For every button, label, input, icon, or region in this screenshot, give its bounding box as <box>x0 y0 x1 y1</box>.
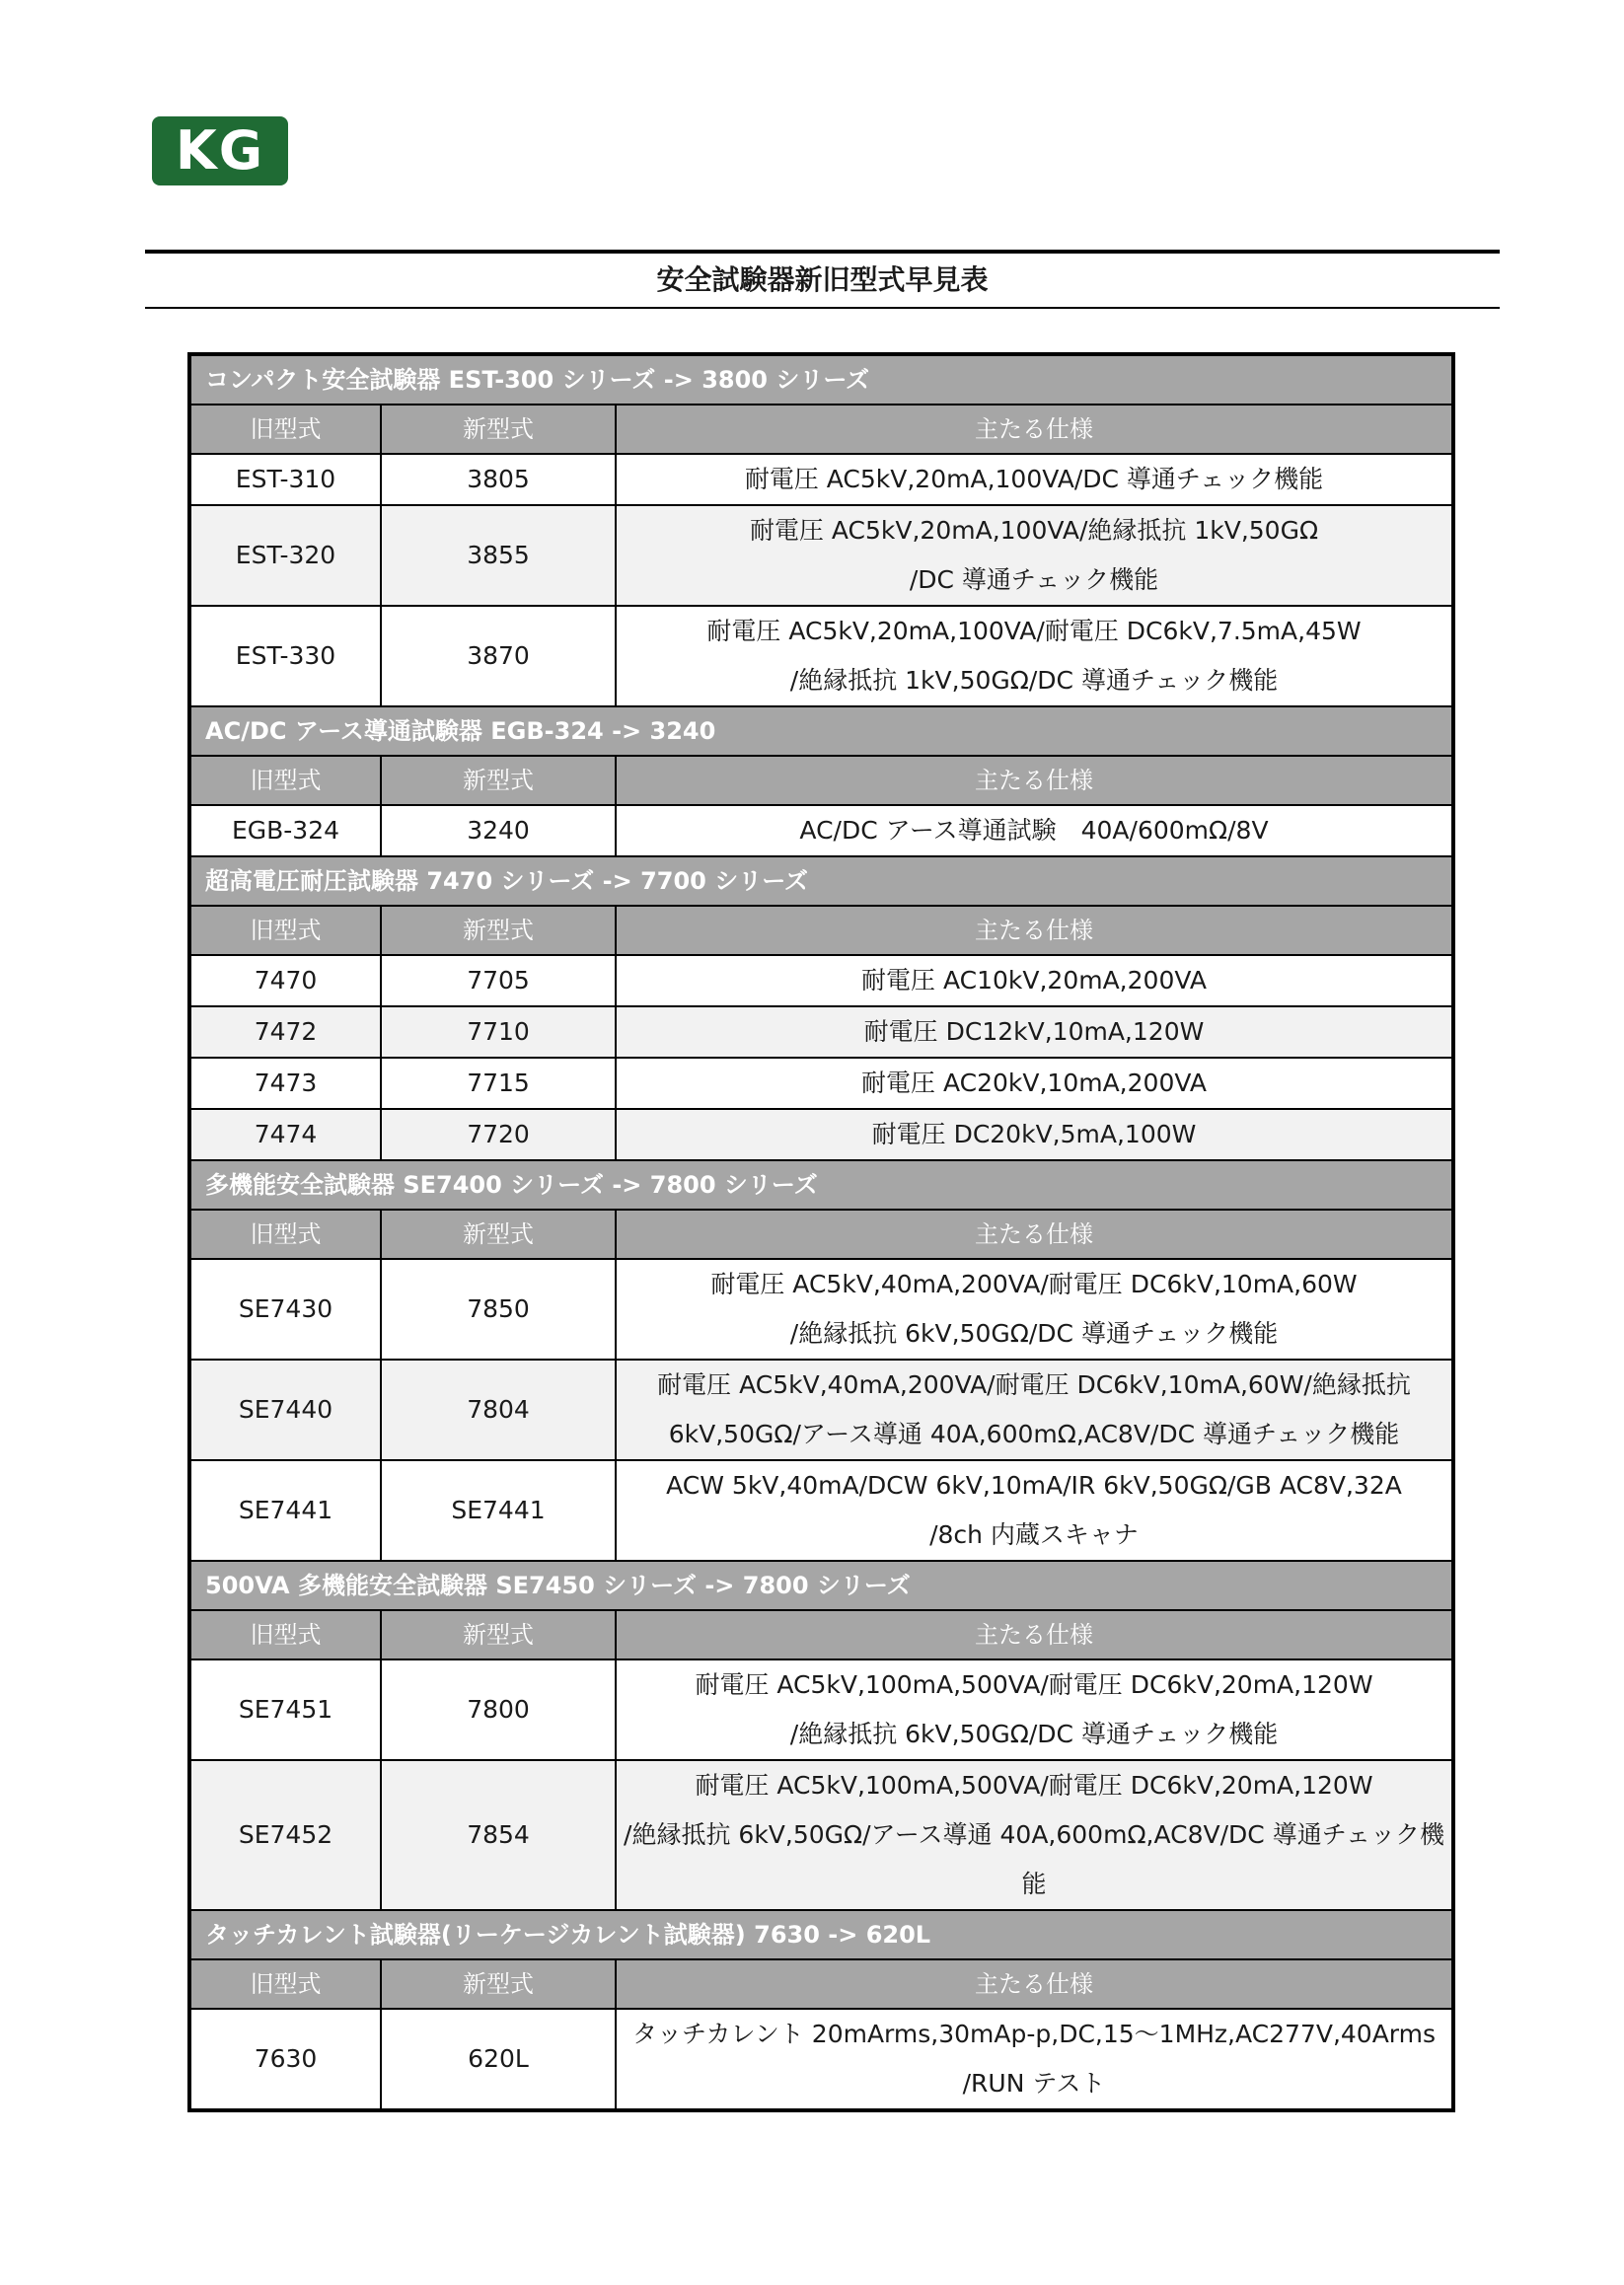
column-header-row <box>190 405 1452 454</box>
spec-line: 耐電圧 DC12kV,10mA,120W <box>863 1017 1205 1046</box>
old-model-cell: SE7440 <box>190 1360 381 1460</box>
spec-cell <box>616 454 1452 505</box>
column-header-spec: 主たる仕様 <box>616 1210 1452 1259</box>
section-title: 超高電圧耐圧試験器 7470 シリーズ -> 7700 シリーズ <box>190 856 1452 906</box>
section-header <box>190 706 1452 756</box>
new-model-cell: 7710 <box>381 1006 616 1058</box>
spec-cell <box>616 1659 1452 1760</box>
spec-cell <box>616 1760 1452 1910</box>
new-model-cell: 7720 <box>381 1109 616 1160</box>
spec-line: /DC 導通チェック機能 <box>909 565 1159 594</box>
spec-line: 耐電圧 AC5kV,20mA,100VA/耐電圧 DC6kV,7.5mA,45W <box>706 617 1362 645</box>
column-header-new: 新型式 <box>381 1959 616 2009</box>
column-header-new: 新型式 <box>381 756 616 805</box>
table-row <box>190 1006 1452 1058</box>
column-header-old: 旧型式 <box>190 1959 381 2009</box>
new-model-cell: 3870 <box>381 606 616 706</box>
column-header-old: 旧型式 <box>190 1210 381 1259</box>
column-header-row <box>190 1959 1452 2009</box>
old-model-cell: SE7441 <box>190 1460 381 1561</box>
section-title: 多機能安全試験器 SE7400 シリーズ -> 7800 シリーズ <box>190 1160 1452 1210</box>
spec-line: 耐電圧 AC20kV,10mA,200VA <box>861 1069 1207 1097</box>
spec-line: /絶縁抵抗 1kV,50GΩ/DC 導通チェック機能 <box>789 666 1279 695</box>
spec-line: ACW 5kV,40mA/DCW 6kV,10mA/IR 6kV,50GΩ/GB AC8V,32A <box>666 1471 1402 1500</box>
table-row <box>190 2009 1452 2109</box>
section-title: 500VA 多機能安全試験器 SE7450 シリーズ -> 7800 シリーズ <box>190 1561 1452 1610</box>
title-rule-bottom <box>145 307 1500 309</box>
table-row <box>190 1760 1452 1910</box>
model-comparison-table <box>187 352 1455 2112</box>
table-row <box>190 1460 1452 1561</box>
spec-line: /絶縁抵抗 6kV,50GΩ/DC 導通チェック機能 <box>789 1319 1279 1348</box>
table-row <box>190 1109 1452 1160</box>
table-row <box>190 1360 1452 1460</box>
column-header-new: 新型式 <box>381 405 616 454</box>
spec-line: AC/DC アース導通試験 40A/600mΩ/8V <box>799 816 1269 845</box>
column-header-old: 旧型式 <box>190 906 381 955</box>
logo-text: KG <box>175 119 265 182</box>
section-header <box>190 355 1452 405</box>
section-title: タッチカレント試験器(リーケージカレント試験器) 7630 -> 620L <box>190 1910 1452 1959</box>
table-row <box>190 955 1452 1006</box>
kg-logo <box>152 116 288 185</box>
spec-line: 耐電圧 AC5kV,40mA,200VA/耐電圧 DC6kV,10mA,60W <box>710 1270 1358 1298</box>
new-model-cell: 3805 <box>381 454 616 505</box>
page-title: 安全試験器新旧型式早見表 <box>656 263 989 296</box>
spec-cell <box>616 1058 1452 1109</box>
spec-line: 耐電圧 AC10kV,20mA,200VA <box>861 966 1207 995</box>
spec-line: 耐電圧 AC5kV,100mA,500VA/耐電圧 DC6kV,20mA,120W <box>695 1771 1373 1800</box>
old-model-cell: 7474 <box>190 1109 381 1160</box>
new-model-cell: 7850 <box>381 1259 616 1360</box>
section-title: AC/DC アース導通試験器 EGB-324 -> 3240 <box>190 706 1452 756</box>
spec-cell <box>616 1006 1452 1058</box>
old-model-cell: 7630 <box>190 2009 381 2109</box>
new-model-cell: SE7441 <box>381 1460 616 1561</box>
section-header <box>190 1160 1452 1210</box>
column-header-spec: 主たる仕様 <box>616 1610 1452 1659</box>
spec-line: /絶縁抵抗 6kV,50GΩ/アース導通 40A,600mΩ,AC8V/DC 導通チェック機能 <box>624 1820 1444 1898</box>
spec-cell <box>616 2009 1452 2109</box>
spec-line: 6kV,50GΩ/アース導通 40A,600mΩ,AC8V/DC 導通チェック機能 <box>668 1420 1400 1448</box>
spec-cell <box>616 505 1452 606</box>
title-rule-top <box>145 250 1500 254</box>
column-header-row <box>190 1210 1452 1259</box>
old-model-cell: 7470 <box>190 955 381 1006</box>
spec-line: 耐電圧 AC5kV,100mA,500VA/耐電圧 DC6kV,20mA,120W <box>695 1670 1373 1699</box>
old-model-cell: 7473 <box>190 1058 381 1109</box>
spec-line: タッチカレント 20mArms,30mAp-p,DC,15～1MHz,AC277V,40Arms <box>631 2020 1437 2048</box>
old-model-cell: EST-330 <box>190 606 381 706</box>
table-row <box>190 1659 1452 1760</box>
spec-line: /絶縁抵抗 6kV,50GΩ/DC 導通チェック機能 <box>789 1720 1279 1748</box>
new-model-cell: 7804 <box>381 1360 616 1460</box>
column-header-row <box>190 756 1452 805</box>
spec-line: 耐電圧 AC5kV,20mA,100VA/DC 導通チェック機能 <box>744 465 1324 493</box>
old-model-cell: SE7452 <box>190 1760 381 1910</box>
new-model-cell: 7800 <box>381 1659 616 1760</box>
column-header-old: 旧型式 <box>190 756 381 805</box>
table-row <box>190 454 1452 505</box>
column-header-row <box>190 1610 1452 1659</box>
section-header <box>190 1561 1452 1610</box>
spec-cell <box>616 955 1452 1006</box>
new-model-cell: 7715 <box>381 1058 616 1109</box>
old-model-cell: SE7430 <box>190 1259 381 1360</box>
column-header-spec: 主たる仕様 <box>616 906 1452 955</box>
column-header-old: 旧型式 <box>190 405 381 454</box>
column-header-old: 旧型式 <box>190 1610 381 1659</box>
spec-line: /8ch 内蔵スキャナ <box>929 1520 1139 1549</box>
spec-cell <box>616 606 1452 706</box>
new-model-cell: 3240 <box>381 805 616 856</box>
new-model-cell: 3855 <box>381 505 616 606</box>
spec-line: /RUN テスト <box>962 2069 1106 2098</box>
table-row <box>190 805 1452 856</box>
old-model-cell: SE7451 <box>190 1659 381 1760</box>
spec-line: 耐電圧 AC5kV,40mA,200VA/耐電圧 DC6kV,10mA,60W/絶縁抵抗 <box>657 1370 1411 1399</box>
spec-cell <box>616 1259 1452 1360</box>
old-model-cell: EGB-324 <box>190 805 381 856</box>
column-header-spec: 主たる仕様 <box>616 405 1452 454</box>
new-model-cell: 7705 <box>381 955 616 1006</box>
column-header-row <box>190 906 1452 955</box>
section-header <box>190 1910 1452 1959</box>
table-row <box>190 505 1452 606</box>
old-model-cell: 7472 <box>190 1006 381 1058</box>
old-model-cell: EST-320 <box>190 505 381 606</box>
new-model-cell: 620L <box>381 2009 616 2109</box>
spec-cell <box>616 1109 1452 1160</box>
table-row <box>190 606 1452 706</box>
section-title: コンパクト安全試験器 EST-300 シリーズ -> 3800 シリーズ <box>190 355 1452 405</box>
spec-cell <box>616 805 1452 856</box>
table-row <box>190 1058 1452 1109</box>
spec-line: 耐電圧 DC20kV,5mA,100W <box>871 1120 1197 1148</box>
column-header-spec: 主たる仕様 <box>616 1959 1452 2009</box>
column-header-spec: 主たる仕様 <box>616 756 1452 805</box>
old-model-cell: EST-310 <box>190 454 381 505</box>
spec-line: 耐電圧 AC5kV,20mA,100VA/絶縁抵抗 1kV,50GΩ <box>749 516 1319 545</box>
column-header-new: 新型式 <box>381 906 616 955</box>
column-header-new: 新型式 <box>381 1610 616 1659</box>
new-model-cell: 7854 <box>381 1760 616 1910</box>
section-header <box>190 856 1452 906</box>
table-body <box>190 355 1452 2109</box>
spec-cell <box>616 1460 1452 1561</box>
table-row <box>190 1259 1452 1360</box>
column-header-new: 新型式 <box>381 1210 616 1259</box>
spec-cell <box>616 1360 1452 1460</box>
